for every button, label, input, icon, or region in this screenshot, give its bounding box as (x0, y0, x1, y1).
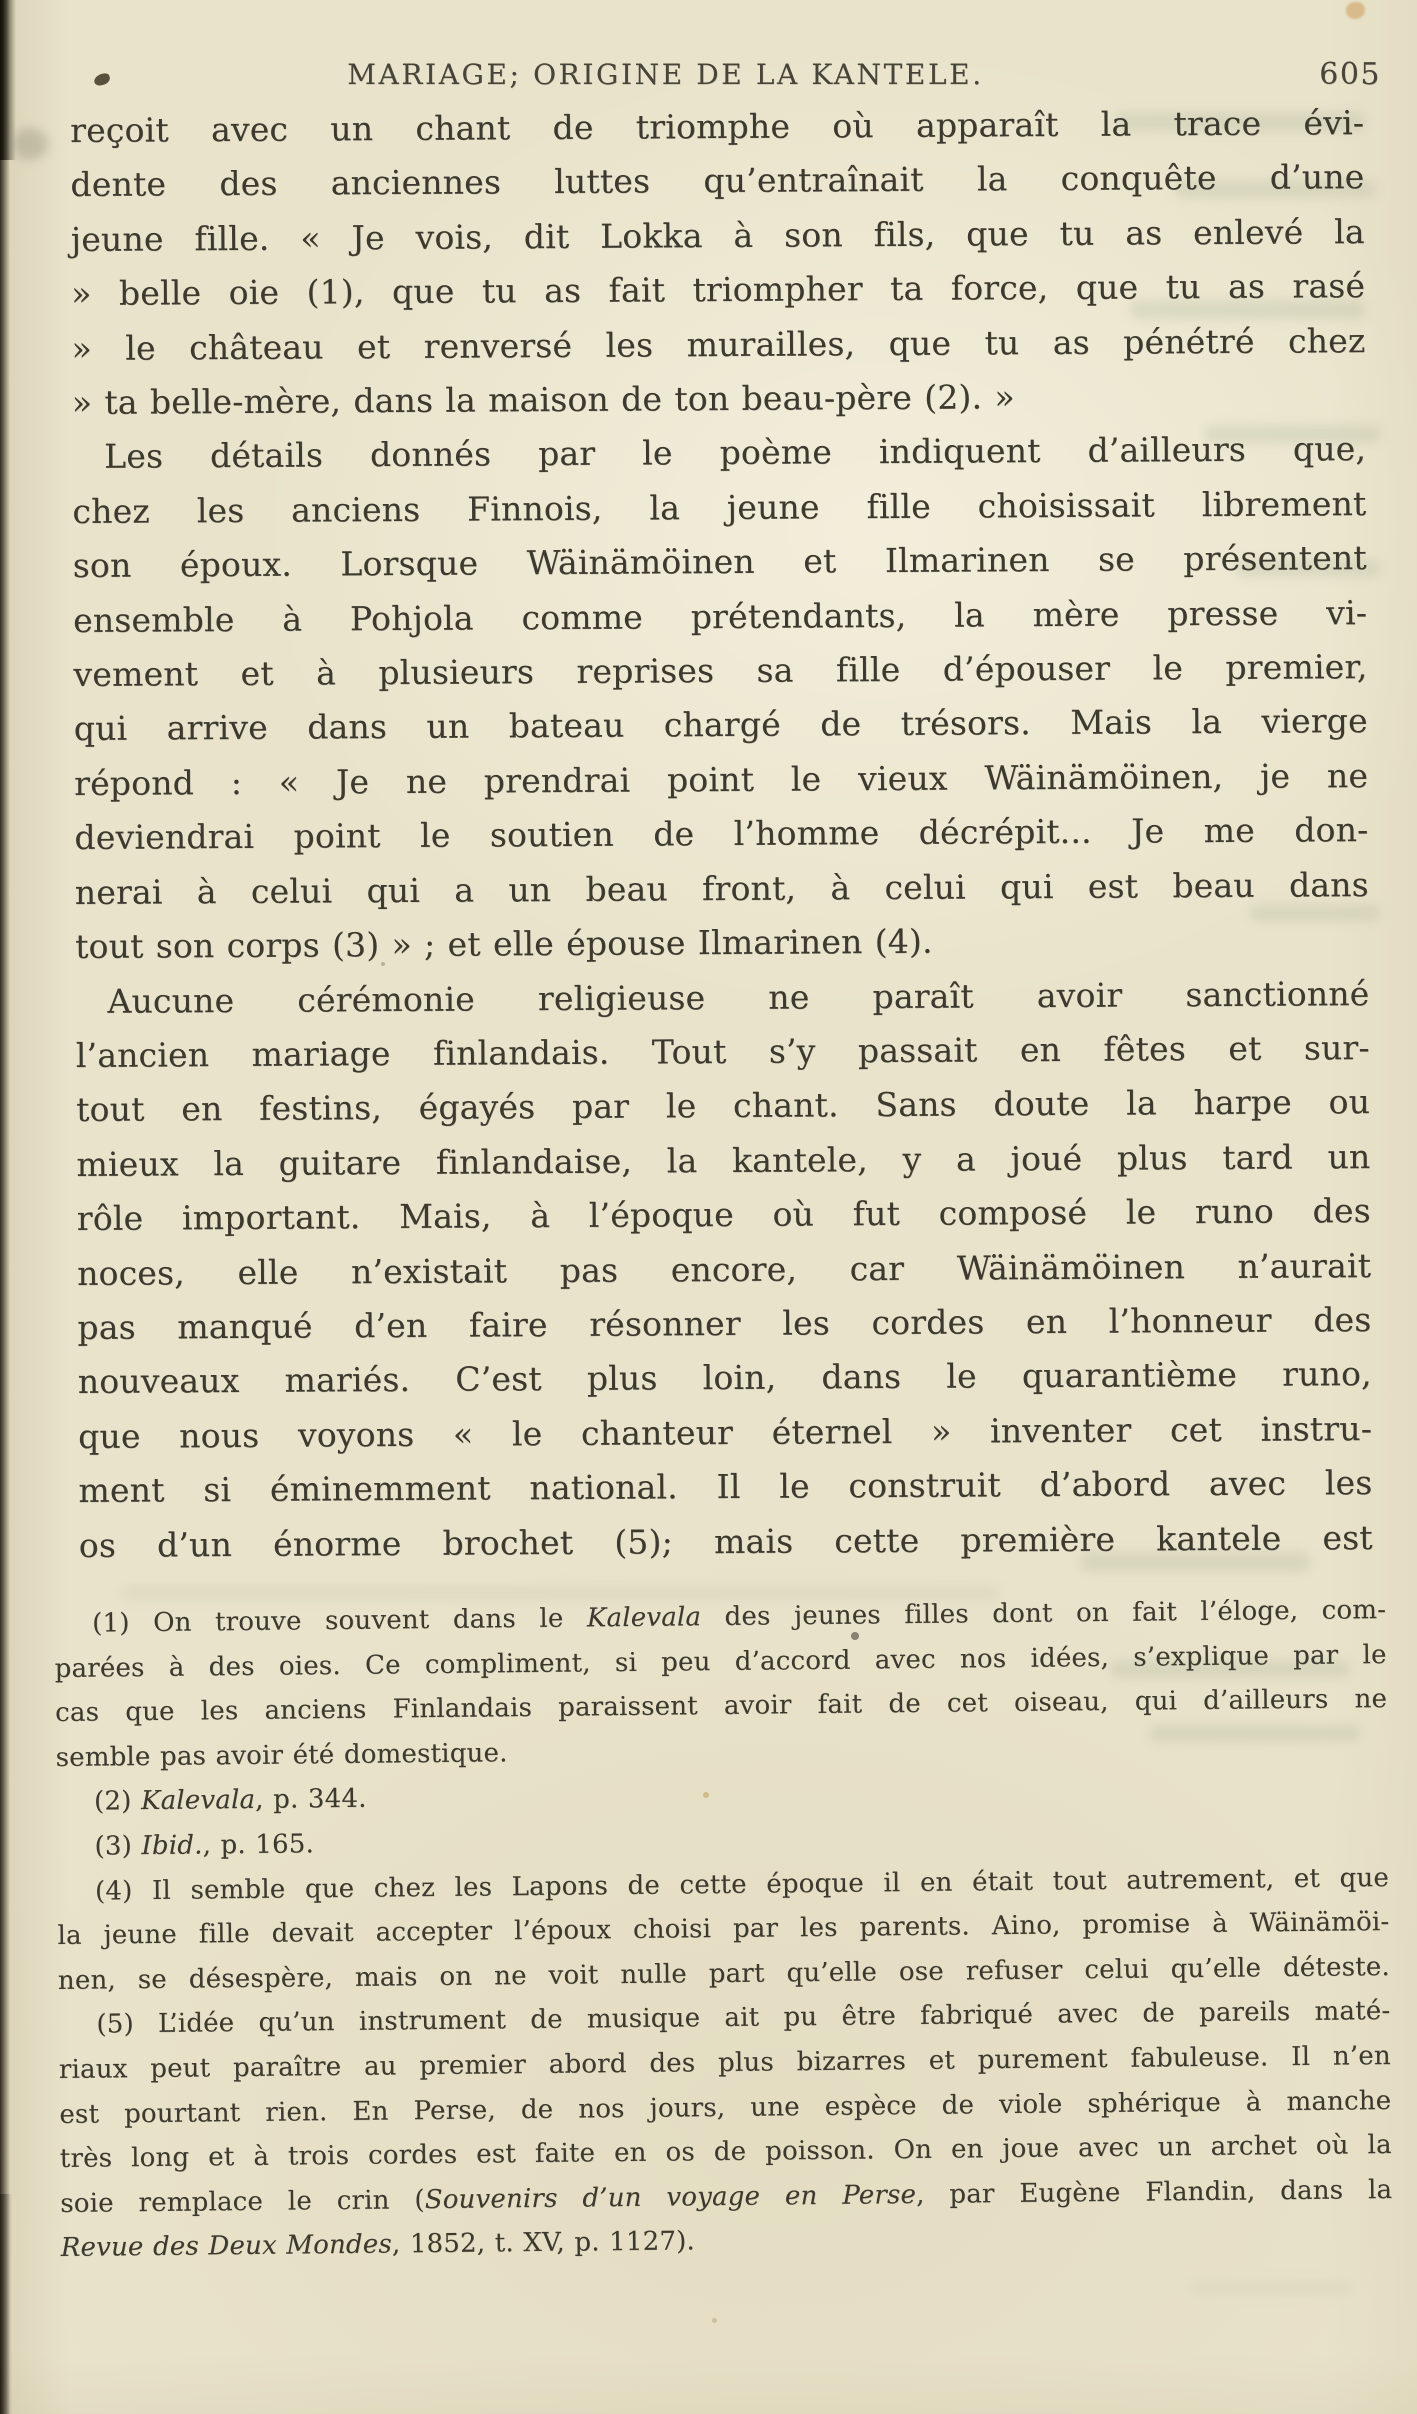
text-line (79, 1511, 1373, 1573)
text-line (77, 1184, 1371, 1246)
text-segment: , p. 344. (255, 1784, 367, 1816)
paper-smudge (12, 128, 48, 160)
text-segment: os d’un énorme brochet (5); mais cette première kantele est (78, 1517, 1373, 1565)
text-line (71, 259, 1365, 321)
text-segment: deviendrai point le soutien de l’homme décrépit... Je me don- (74, 810, 1369, 858)
text-segment: parées à des oies. Ce compliment, si peu d’accord avec nos idées, s’explique par le (54, 1639, 1387, 1684)
text-line (78, 1456, 1372, 1518)
text-segment: l’ancien mariage finlandais. Tout s’y passait en fêtes et sur- (75, 1027, 1370, 1075)
text-segment: (4) Il semble que chez les Lapons de cette époque il en était tout autrement, et que (94, 1862, 1390, 1907)
text-segment: vement et à plusieurs reprises sa fille d’épouser le premier, (73, 647, 1368, 695)
text-segment: chez les anciens Finnois, la jeune fille choisissait librement (72, 483, 1367, 531)
text-line (71, 314, 1365, 376)
italic-text-segment: Kalevala (586, 1602, 702, 1634)
text-segment: rôle important. Mais, à l’époque où fut composé le runo des (76, 1191, 1371, 1239)
text-line (76, 1075, 1370, 1137)
text-line (71, 205, 1365, 267)
text-line (77, 1239, 1371, 1301)
text-segment: riaux peut paraître au premier abord des plus bizarres et purement fabuleuse. Il n’en (58, 2040, 1391, 2085)
italic-text-segment: Kalevala (140, 1785, 256, 1817)
text-segment: ment si éminemment national. Il le construit d’abord avec les (78, 1463, 1373, 1511)
text-line (72, 368, 1366, 430)
text-segment: jeune fille. « Je vois, dit Lokka à son fils, que tu as enlevé la (70, 211, 1365, 259)
page-number: 605 (1319, 57, 1381, 92)
text-segment: est pourtant rien. En Perse, de nos jours, une espèce de viole sphérique à manche (59, 2085, 1392, 2130)
text-line (75, 858, 1369, 920)
text-segment: tout en festins, égayés par le chant. Sans doute la harpe ou (76, 1082, 1371, 1130)
text-line (70, 96, 1364, 158)
text-line (70, 151, 1364, 213)
text-segment: Aucune cérémonie religieuse ne paraît avoir sanctionné (107, 973, 1370, 1021)
text-line (77, 1293, 1371, 1355)
text-line (76, 1130, 1370, 1192)
bleedthrough-mark (1190, 2280, 1350, 2296)
paper-stain (1346, 2, 1365, 19)
text-line (73, 531, 1367, 593)
text-segment: son époux. Lorsque Wäinämöinen et Ilmarinen se présentent (72, 538, 1367, 586)
text-segment: ensemble à Pohjola comme prétendants, la mère presse vi- (73, 592, 1368, 640)
text-segment: mieux la guitare finlandaise, la kantele, y a joué plus tard un (76, 1136, 1371, 1184)
text-segment: tout son corps (3) » ; et elle épouse Ilmarinen (4). (75, 921, 933, 967)
text-segment: des jeunes filles dont on fait l’éloge, com- (700, 1595, 1387, 1633)
text-line (74, 695, 1368, 757)
text-segment: reçoit avec un chant de triomphe où apparaît la trace évi- (70, 103, 1365, 150)
text-segment: très long et à trois cordes est faite en os de poisson. On en joue avec un archet où la (59, 2130, 1392, 2175)
text-segment: que nous voyons « le chanteur éternel » inventer cet instru- (78, 1408, 1373, 1456)
italic-text-segment: Souvenirs d’un voyage en Perse (424, 2179, 917, 2215)
running-title: MARIAGE; ORIGINE DE LA KANTELE. (347, 58, 984, 91)
text-line (74, 803, 1368, 865)
scan-edge-corner-bottom (0, 2194, 12, 2414)
italic-text-segment: Ibid. (141, 1830, 203, 1862)
text-segment: nouveaux mariés. C’est plus loin, dans le quarantième runo, (77, 1354, 1372, 1402)
text-line (73, 640, 1367, 702)
text-segment: Les détails donnés par le poème indiquent d’ailleurs que, (104, 429, 1367, 477)
main-text-block (70, 96, 1373, 1573)
text-segment: semble pas avoir été domestique. (55, 1738, 508, 1773)
text-line (72, 477, 1366, 539)
text-segment: » le château et renversé les murailles, que tu as pénétré chez (71, 320, 1366, 368)
text-segment: » belle oie (1), que tu as fait triompher ta force, que tu as rasé (71, 266, 1366, 314)
text-segment: répond : « Je ne prendrai point le vieux Wäinämöinen, je ne (74, 755, 1369, 803)
paper-speck (712, 2318, 717, 2323)
scan-gutter-shadow (0, 0, 10, 2414)
text-segment: (3) (94, 1831, 142, 1862)
text-segment: cas que les anciens Finlandais paraissent avoir fait de cet oiseau, qui d’ailleurs ne (55, 1684, 1388, 1729)
italic-text-segment: Revue des Deux Mondes (60, 2229, 393, 2264)
text-segment: noces, elle n’existait pas encore, car Wäinämöinen n’aurait (77, 1245, 1372, 1293)
text-segment: qui arrive dans un bateau chargé de trésors. Mais la vierge (73, 701, 1368, 749)
text-segment: dente des anciennes luttes qu’entraînait la conquête d’une (70, 157, 1365, 205)
text-segment: » ta belle-mère, dans la maison de ton beau-père (2). » (71, 377, 1015, 423)
text-segment: , par Eugène Flandin, dans la (916, 2174, 1393, 2210)
text-line (78, 1402, 1372, 1464)
text-segment: (5) L’idée qu’un instrument de musique ait pu être fabriqué avec de pareils maté- (96, 1996, 1391, 2040)
text-line (73, 586, 1367, 648)
text-segment: (1) On trouve souvent dans le (92, 1603, 588, 1639)
text-line (74, 749, 1368, 811)
text-segment: la jeune fille devait accepter l’époux choisi par les parents. Aino, promise à Wäinämöi- (57, 1907, 1390, 1952)
text-line (72, 423, 1366, 485)
text-line (78, 1347, 1372, 1409)
text-segment: (2) (93, 1786, 142, 1817)
text-segment: soie remplace le crin ( (60, 2184, 425, 2219)
text-segment: nerai à celui qui a un beau front, à celui qui est beau dans (74, 864, 1369, 912)
text-segment: pas manqué d’en faire résonner les cordes en l’honneur des (77, 1300, 1372, 1347)
text-line (75, 912, 1369, 974)
text-segment: , p. 165. (202, 1829, 315, 1861)
text-segment: , 1852, t. XV, p. 1127). (391, 2226, 696, 2260)
footnotes-block (54, 1588, 1393, 2271)
text-segment: nen, se désespère, mais on ne voit nulle part qu’elle ose refuser celui qu’elle déteste. (57, 1951, 1391, 1996)
text-line (75, 967, 1369, 1029)
text-line (76, 1021, 1370, 1083)
